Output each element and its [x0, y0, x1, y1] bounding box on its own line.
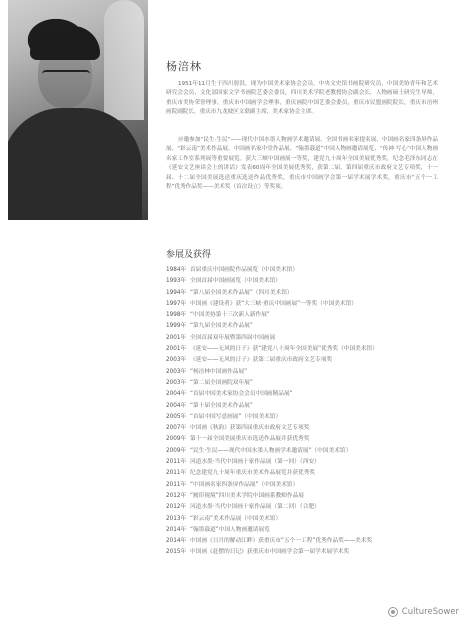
list-item	[166, 355, 446, 366]
award-text: “翰墨载道”中国人物画邀请展览	[190, 526, 270, 533]
award-year: 2011年	[166, 481, 187, 488]
award-year: 2004年	[166, 391, 187, 398]
award-year: 1984年	[166, 267, 187, 273]
award-text: “彩云南”美术作品展（中国美术馆）	[190, 515, 282, 522]
section-title-exhibitions: 参展及获得	[166, 250, 212, 260]
list-item	[166, 378, 446, 389]
list-item	[166, 547, 446, 558]
award-year: 2009年	[166, 436, 187, 443]
list-item	[166, 333, 446, 344]
award-text: 首届重庆中国画院作品展览（中国美术馆）	[190, 267, 299, 273]
list-item	[166, 344, 446, 355]
list-item	[166, 480, 446, 491]
award-text: 河道水墨·当代中国画十家作品展（第二回）（合肥）	[190, 504, 320, 511]
award-year: 2003年	[166, 357, 187, 364]
award-text: “第十届全国美术作品展”	[190, 402, 253, 409]
award-text: “第九届全国美术作品展”	[190, 323, 253, 330]
list-item	[166, 276, 446, 287]
award-text: “首届中国写意画展”（中国美术馆）	[190, 413, 282, 420]
award-year: 2014年	[166, 538, 187, 545]
award-year: 2003年	[166, 368, 187, 375]
list-item	[166, 389, 446, 400]
award-text: 全国首届中国画展览（中国美术馆）	[190, 278, 281, 285]
award-text: 中国画《赶摆的日记》获重庆市中国画学会第一届学术展学术奖	[190, 549, 350, 556]
wechat-logo-icon	[388, 607, 398, 617]
award-text: 《延安——无风的日子》获第二届重庆市政府文艺专项奖	[190, 357, 333, 364]
list-item	[166, 265, 446, 276]
award-year: 2003年	[166, 379, 187, 386]
award-year: 2012年	[166, 504, 187, 511]
award-year: 2007年	[166, 425, 187, 432]
list-item	[166, 321, 446, 332]
award-text: 全国首届双年展暨第四届中国画展	[190, 334, 276, 341]
list-item	[166, 434, 446, 445]
award-text: “中国美协第十三次新人新作展”	[190, 312, 270, 319]
award-year: 1999年	[166, 323, 187, 330]
list-item	[166, 502, 446, 513]
award-text: “首届中国美术家协会会员中国画精品展”	[190, 391, 293, 398]
list-item	[166, 299, 446, 310]
bio-paragraph-2: 应邀参加“民生·生民”——现代中国水墨人物画学术邀请展、全国书画名家提名展、中国画名家四条屏作品展、“彩云南”美术作品展、中国画名家中堂作品展、“翰墨载道”中国人物画邀请展览、“传神·写心”中国人物画名家工作室系列展等重要展览。获大三峡中国画展一等奖，建党九十周年全国美展优秀奖，纪念毛泽东同志在《延安文艺座谈会上的讲话》发表60周年全国美展优秀奖，获第二届、第四届重庆市政府文艺专项奖，十一届、十二届全国美展选送重庆选送作品优秀奖，重庆市中国画学会第一届学术展学术奖，重庆市“五个一工程”优秀作品奖——美术奖（首次设立）等奖项。	[166, 137, 438, 191]
bio-paragraph-1: 1951年11月生于四川射洪，现为中国美术家协会会员，中央文史馆书画院研究员，中国美协青年和艺术研究会会员，文化部国家文学书画院艺委会委员，四川美术学院老教授协会副会长，人物画硕士研究生导师，重庆市美协荣誉理事，重庆市中国画学会理事，重庆画院中国艺委会委员，重庆市民盟画院院长，重庆市涪州画院副院长，重庆市九龙坡区文联副主席，美术家协会主席。	[166, 81, 438, 116]
list-item	[166, 423, 446, 434]
award-year: 1994年	[166, 289, 187, 296]
award-text: 中国画《秋韵》获第四届重庆市政府文艺专项奖	[190, 425, 310, 432]
award-text: “民生·生民——现代中国水墨人物画学术邀请展”（中国美术馆）	[190, 447, 352, 454]
list-item	[166, 514, 446, 525]
award-year: 2004年	[166, 402, 187, 409]
list-item	[166, 367, 446, 378]
artist-name: 杨涪林	[166, 60, 202, 73]
award-text: 河道水墨·当代中国画十家作品展（第一回）（西安）	[190, 459, 320, 466]
award-text: 纪念建党九十周年重庆市美术作品展览并获优秀奖	[190, 470, 316, 477]
list-item	[166, 310, 446, 321]
watermark	[388, 607, 459, 617]
award-year: 2015年	[166, 549, 187, 556]
award-text: “杨涪林中国画作品展”	[190, 368, 248, 375]
award-year: 2013年	[166, 515, 187, 522]
award-year: 2005年	[166, 413, 187, 420]
award-year: 2009年	[166, 447, 187, 454]
list-item	[166, 536, 446, 547]
award-text: 第十一届全国美展重庆市选送作品展并获优秀奖	[190, 436, 310, 443]
award-year: 1993年	[166, 278, 187, 285]
award-year: 2011年	[166, 470, 187, 477]
award-text: “第二届全国画院双年展”	[190, 379, 253, 386]
award-year: 2001年	[166, 334, 187, 341]
awards-list	[166, 265, 446, 559]
list-item	[166, 491, 446, 502]
list-item	[166, 525, 446, 536]
award-year: 2011年	[166, 459, 187, 466]
award-text: “履印视境”四川美术学院中国画系教师作品展	[190, 492, 304, 499]
award-year: 2012年	[166, 492, 187, 499]
list-item	[166, 288, 446, 299]
list-item	[166, 412, 446, 423]
award-text: 中国画《建设者》获“大三峡·重庆中国画展”一等奖（中国美术馆）	[190, 300, 357, 307]
award-text: “中国画名家四条屏作品展”（中国美术馆）	[190, 481, 299, 488]
list-item	[166, 401, 446, 412]
award-year: 1997年	[166, 300, 187, 307]
list-item	[166, 457, 446, 468]
list-item	[166, 446, 446, 457]
artist-portrait-photo	[8, 0, 148, 220]
award-year: 1998年	[166, 312, 187, 319]
award-text: 《延安——无风的日子》获“建党八十周年全国美展”优秀奖（中国美术馆）	[190, 346, 378, 353]
award-year: 2001年	[166, 346, 187, 353]
award-text: “第八届全国美术作品展”（四川美术馆）	[190, 289, 293, 296]
watermark-text: CultureSower	[401, 607, 459, 617]
award-text: 中国画《日月的解动江畔》获重庆市“五个一工程”优秀作品奖——美术奖	[190, 538, 373, 545]
list-item	[166, 468, 446, 479]
award-year: 2014年	[166, 526, 187, 533]
